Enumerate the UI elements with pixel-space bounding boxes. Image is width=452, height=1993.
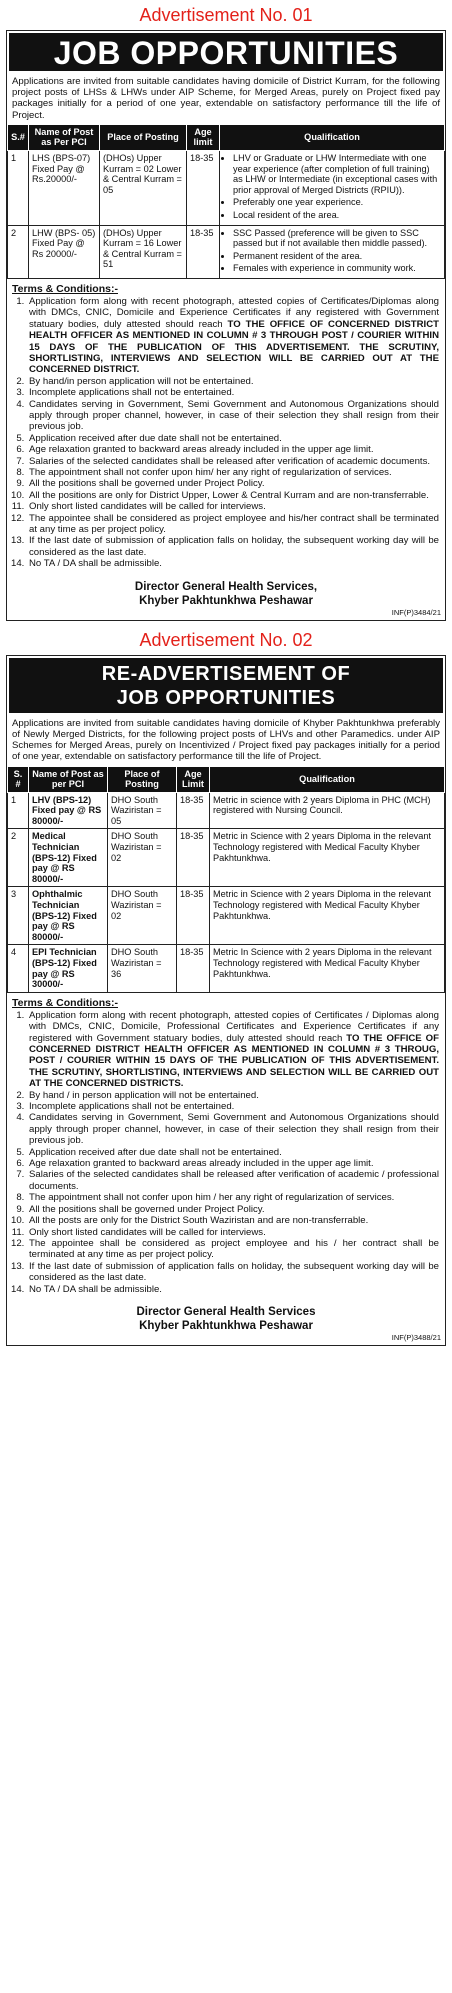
cell-post: LHV (BPS-12) Fixed pay @ RS 80000/- [29,792,108,829]
col-age: Age Limit [177,766,210,792]
ad2-posts-table [7,766,445,993]
col-post: Name of Post as Per PCI [29,124,100,150]
cell-post: EPI Technician (BPS-12) Fixed pay @ RS 30000/- [29,945,108,992]
qualification-item: • Local resident of the area. [233,210,441,221]
term-item: 5. Application received after due date shall not be entertained. [27,433,439,444]
cell-age: 18-35 [177,792,210,829]
table-row [8,829,445,887]
cell-age: 18-35 [187,151,220,226]
term-item: 2. By hand/in person application will not be entertained. [27,376,439,387]
term-text: Application form along with recent photograph, attested copies of Certificates/Diplomas along with DMCs, CNIC, Domicile and Experience Certificates if any registered with Government statuary bodies, duly attested should reach [29,295,439,330]
table-header-row [8,766,445,792]
cell-place: DHO South Waziristan = 36 [108,945,177,992]
cell-post: LHS (BPS-07) Fixed Pay @ Rs.20000/- [29,151,100,226]
term-item: 3. Incomplete applications shall not be entertained. [27,387,439,398]
table-row [8,887,445,945]
cell-age: 18-35 [177,945,210,992]
ad1-panel [6,30,446,621]
table-header-row [8,124,445,150]
term-item: 7. Salaries of the selected candidates shall be released after verification of academic / professional documents. [27,1169,439,1192]
ad1-heading: Advertisement No. 01 [139,5,313,25]
cell-place: DHO South Waziristan = 02 [108,887,177,945]
qualification-item: • Females with experience in community work. [233,263,441,274]
ad1-terms-title: Terms & Conditions:- [12,282,118,295]
term-item: 10. All the posts are only for the District South Waziristan and are non-transferrable. [27,1215,439,1226]
table-row [8,792,445,829]
term-item: 13. If the last date of submission of application falls on holiday, the subsequent working day will be considered as the last date. [27,1261,439,1284]
col-qualification: Qualification [210,766,445,792]
col-sno: S.# [8,124,29,150]
cell-qualification: Metric In Science with 2 years Diploma in the relevant Technology registered with Medical Faculty Khyber Pakhtunkhwa. [210,945,445,992]
qualification-item: • SSC Passed (preference will be given to SSC passed but if not available then middle passed). [233,228,441,249]
col-sno: S. # [8,766,29,792]
cell-sno: 2 [8,829,29,887]
ad2-terms-title: Terms & Conditions:- [12,996,118,1009]
ad1-intro: Applications are invited from suitable candidates having domicile of District Kurram, for the following project posts of LHSs & LHWs under AIP Scheme, for Merged Areas, purely on Project fixed pay packages initially for a period of one year, extendable on satisfactory performance till the life of Project. [12,76,440,121]
ad1-terms-list [7,296,445,574]
term-item: 12. The appointee shall be considered as project employee and his/her contract shall be terminated at any time as per project policy. [27,513,439,536]
term-item: 11. Only short listed candidates will be called for interviews. [27,501,439,512]
col-place: Place of Posting [100,124,187,150]
ad2-terms-list [7,1010,445,1299]
ad2-intro: Applications are invited from suitable candidates having domicile of Khyber Pakhtunkhwa preferably of Newly Merged Districts, for the following project posts of LHVs and other Paramedics. under AIP Schemes for Merged Areas, purely on Incentivized / Project fixed pay packages initially for a period of one year, extendable on satisfactory performance till the life of Project. [12,717,440,763]
ad2-footer [7,1299,445,1333]
cell-sno: 4 [8,945,29,992]
table-row [8,225,445,278]
cell-place: (DHOs) Upper Kurram = 02 Lower & Central Kurram = 05 [100,151,187,226]
term-item: 4. Candidates serving in Government, Semi Government and Autonomous Organizations should apply through proper channel, however, in case of their selection they shall resign from their previous job. [27,1112,439,1146]
qualification-item: • LHV or Graduate or LHW Intermediate with one year experience (after completion of full training) as LHW or Intermediate (in exceptional cases with prior approval of Merged Districts (RPIU)). [233,153,441,195]
ad2-panel [6,655,446,1346]
cell-sno: 2 [8,225,29,278]
term-item: 4. Candidates serving in Government, Semi Government and Autonomous Organizations should apply through proper channel, however, in case of their selection they shall resign from their previous job. [27,399,439,433]
cell-place: DHO South Waziristan = 05 [108,792,177,829]
cell-qualification [220,225,445,278]
term-item: 5. Application received after due date shall not be entertained. [27,1147,439,1158]
footer-line: Khyber Pakhtunkhwa Peshawar [139,594,313,607]
term-item: 9. All the positions shall be governed under Project Policy. [27,1204,439,1215]
cell-age: 18-35 [177,829,210,887]
term-item: 11. Only short listed candidates will be called for interviews. [27,1227,439,1238]
term-item: 8. The appointment shall not confer upon him / her any right of regularization of services. [27,1192,439,1203]
cell-post: Ophthalmic Technician (BPS-12) Fixed pay @ RS 80000/- [29,887,108,945]
cell-post: LHW (BPS- 05) Fixed Pay @ Rs 20000/- [29,225,100,278]
term-item: 2. By hand / in person application will not be entertained. [27,1090,439,1101]
col-qualification: Qualification [220,124,445,150]
term-item [27,1010,439,1090]
cell-post: Medical Technician (BPS-12) Fixed pay @ RS 80000/- [29,829,108,887]
ad2-heading: Advertisement No. 02 [139,629,313,650]
cell-place: (DHOs) Upper Kurram = 16 Lower & Central Kurram = 51 [100,225,187,278]
cell-sno: 3 [8,887,29,945]
term-item: 6. Age relaxation granted to backward areas already included in the upper age limit. [27,1158,439,1169]
col-place: Place of Posting [108,766,177,792]
cell-qualification: Metric in science with 2 years Diploma in PHC (MCH) registered with Nursing Council. [210,792,445,829]
term-item [27,296,439,376]
col-post: Name of Post as per PCI [29,766,108,792]
term-item: 6. Age relaxation granted to backward areas already included in the upper age limit. [27,444,439,455]
term-text: Application form along with recent photograph, attested copies of Certificates / Diplomas along with DMCs, CNIC, Domicile, Professional Certificates and Experience Certificates if any registered with Government statuary bodies, duly attested should reach [29,1009,439,1044]
term-emphasis: TO THE OFFICE OF CONCERNED DISTRICT HEALTH OFFICER AS MENTIONED IN COLUMN # 3 THROUGH POST / COURIER WITHIN 15 DAYS OF THE PUBLICATION OF THIS ADVERTISEMENT. THE SCRUTINY, SHORTLISTING, INTERVIEWS AND SELECTION WILL BE CARRIED OUT AT THE CONCERNED DISTRICT. [29,318,440,376]
qualification-item: • Permanent resident of the area. [233,251,441,262]
banner-line: RE-ADVERTISEMENT OF [101,662,351,685]
table-row [8,945,445,992]
table-row [8,151,445,226]
term-item: 14. No TA / DA shall be admissible. [27,1284,439,1295]
cell-place: DHO South Waziristan = 02 [108,829,177,887]
term-item: 10. All the positions are only for District Upper, Lower & Central Kurram and are non-transferrable. [27,490,439,501]
col-age: Age limit [187,124,220,150]
term-item: 7. Salaries of the selected candidates shall be released after verification of academic documents. [27,456,439,467]
cell-sno: 1 [8,792,29,829]
term-item: 8. The appointment shall not confer upon him/ her any right of regularization of services. [27,467,439,478]
footer-line: Director General Health Services [136,1305,316,1318]
qualification-item: • Preferably one year experience. [233,197,441,208]
cell-age: 18-35 [187,225,220,278]
ad1-reference-number: INF(P)3484/21 [391,607,441,617]
ad1-posts-table [7,124,445,279]
term-item: 3. Incomplete applications shall not be entertained. [27,1101,439,1112]
ad1-banner: JOB OPPORTUNITIES [9,33,443,71]
banner-line: JOB OPPORTUNITIES [116,686,336,709]
ad2-banner [9,658,443,713]
ad2-reference-number: INF(P)3488/21 [391,1332,441,1342]
term-item: 14. No TA / DA shall be admissible. [27,558,439,569]
footer-line: Director General Health Services, [134,580,318,593]
term-item: 12. The appointee shall be considered as project employee and his / her contract shall be terminated at any time as per project policy. [27,1238,439,1261]
cell-qualification [220,151,445,226]
term-item: 9. All the positions shall be governed under Project Policy. [27,478,439,489]
cell-age: 18-35 [177,887,210,945]
cell-sno: 1 [8,151,29,226]
term-item: 13. If the last date of submission of application falls on holiday, the subsequent working day will be considered as the last date. [27,535,439,558]
footer-line: Khyber Pakhtunkhwa Peshawar [139,1319,313,1332]
cell-qualification: Metric in Science with 2 years Diploma in the relevant Technology registered with Medical Faculty Khyber Pakhtunkhwa. [210,887,445,945]
cell-qualification: Metric in Science with 2 years Diploma in the relevant Technology registered with Medical Faculty Khyber Pakhtunkhwa. [210,829,445,887]
ad1-footer [7,574,445,608]
term-emphasis: TO THE OFFICE OF CONCERNED DISTRICT HEALTH OFFICER AS MENTIONED IN COLUMN # 3 THROUG, POST / COURIER WITHIN 15 DAYS OF THE PUBLICATION OF THIS ADVERTISEMENT. THE SCRUTINY, SHORTLISTING, INTERVIEWS AND SELECTION WILL BE CARRIED OUT AT THE CONCERNED DISTRICTS. [29,1032,439,1090]
